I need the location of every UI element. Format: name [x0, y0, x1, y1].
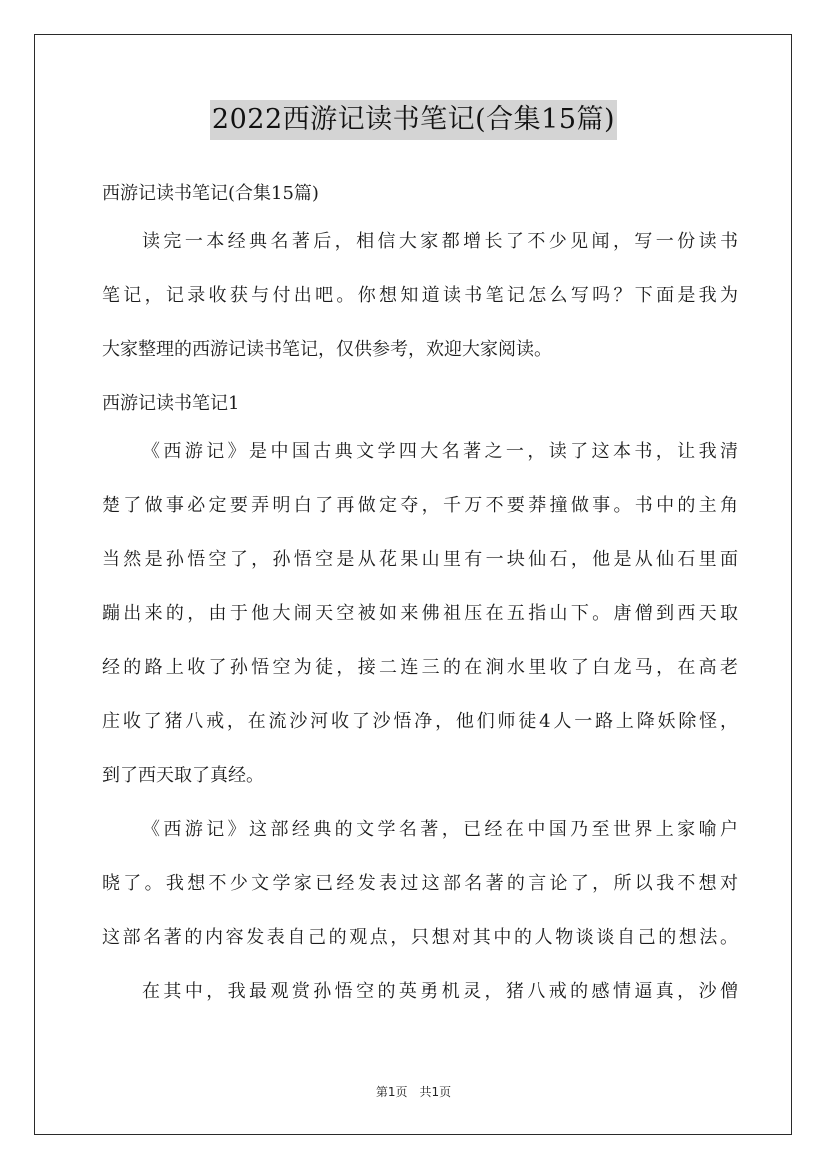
paragraph-line: 到了西天取了真经。	[102, 765, 264, 786]
page-number: 第1页 共1页	[375, 1085, 452, 1099]
page-footer	[0, 1083, 827, 1100]
paragraph-line: 晓了。我想不少文学家已经发表过这部名著的言论了，所以我不想对	[102, 873, 738, 894]
paragraph-line: 读完一本经典名著后，相信大家都增长了不少见闻，写一份读书	[142, 231, 738, 252]
title-container	[0, 100, 827, 140]
paragraph-line: 经的路上收了孙悟空为徒，接二连三的在涧水里收了白龙马，在高老	[102, 657, 738, 678]
document-body	[102, 172, 738, 1024]
paragraph-line: 在其中，我最观赏孙悟空的英勇机灵，猪八戒的感情逼真，沙僧	[142, 981, 738, 1002]
paragraph-line: 这部名著的内容发表自己的观点，只想对其中的人物谈谈自己的想法。	[102, 927, 738, 948]
paragraph-line: 《西游记》这部经典的文学名著，已经在中国乃至世界上家喻户	[142, 819, 738, 840]
paragraph-line: 庄收了猪八戒，在流沙河收了沙悟净，他们师徒4人一路上降妖除怪，	[102, 711, 738, 732]
paragraph-line: 楚了做事必定要弄明白了再做定夺，千万不要莽撞做事。书中的主角	[102, 495, 738, 516]
document-title: 2022西游记读书笔记(合集15篇)	[210, 100, 617, 140]
paragraph-line: 当然是孙悟空了，孙悟空是从花果山里有一块仙石，他是从仙石里面	[102, 549, 738, 570]
section-heading: 西游记读书笔记1	[102, 393, 240, 414]
paragraph-line: 笔记，记录收获与付出吧。你想知道读书笔记怎么写吗？下面是我为	[102, 285, 738, 306]
paragraph-line: 大家整理的西游记读书笔记，仅供参考，欢迎大家阅读。	[102, 339, 552, 360]
paragraph-line: 《西游记》是中国古典文学四大名著之一，读了这本书，让我清	[142, 441, 738, 462]
subtitle-line: 西游记读书笔记(合集15篇)	[102, 183, 319, 204]
paragraph-line: 蹦出来的，由于他大闹天空被如来佛祖压在五指山下。唐僧到西天取	[102, 603, 738, 624]
